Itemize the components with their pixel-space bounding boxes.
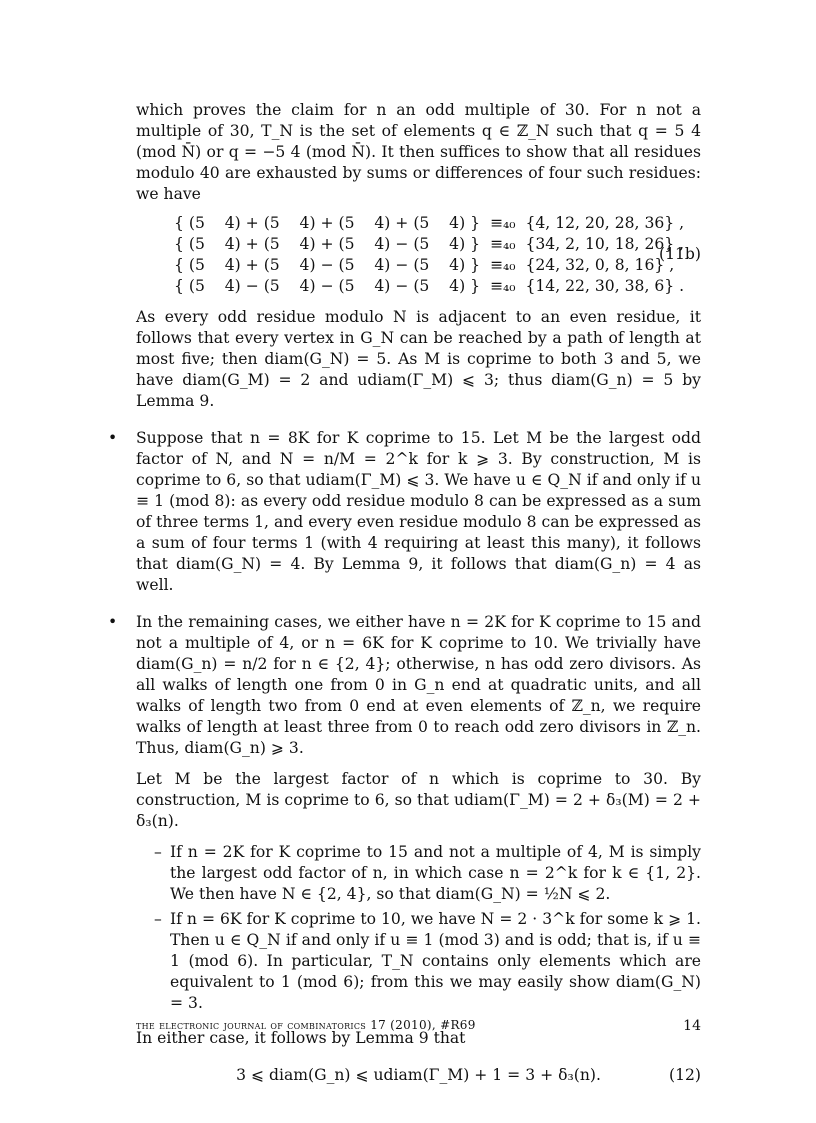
equation-12 [136, 1065, 701, 1086]
equation-body: 3 ⩽ diam(G_n) ⩽ udiam(Γ_M) + 1 = 3 + δ₃(n). [236, 1066, 601, 1084]
sub-item [136, 842, 701, 905]
bullet-text: In the remaining cases, we either have n = 2K for K coprime to 15 and not a multiple of 4, or n = 6K for K coprime to 10. We trivially have diam(G_n) = n/2 for n ∈ {2, 4}; otherwise, n has odd zero divisors. As all walks of length one from 0 in G_n end at quadratic units, and all walks of length two from 0 end at even elements of ℤ_n, we require walks of length at least three from 0 to reach odd zero divisors in ℤ_n. Thus, diam(G_n) ⩾ 3. [136, 613, 701, 757]
journal-citation: the electronic journal of combinatorics 17 (2010), #R69 [136, 1018, 476, 1032]
intro-paragraph: which proves the claim for n an odd multiple of 30. For n not a multiple of 30, T_N is the set of elements q ∈ ℤ_N such that q = 5 4 (mod N̄) or q = −5 4 (mod N̄). It then suffices to show that all residues modulo 40 are exhausted by sums or differences of four such residues: we have [136, 101, 701, 203]
dash-icon: – [154, 843, 162, 861]
page-footer [136, 1018, 701, 1032]
paragraph: As every odd residue modulo N is adjacent to an even residue, it follows that every vertex in G_N can be reached by a path of length at most five; then diam(G_N) = 5. As M is coprime to both 3 and 5, we have diam(G_M) = 2 and udiam(Γ_M) ⩽ 3; thus diam(G_n) = 5 by Lemma 9. [136, 308, 701, 410]
page-body [108, 100, 701, 1086]
equation-number: (11b) [659, 245, 701, 263]
paragraph: Let M be the largest factor of n which is coprime to 30. By construction, M is coprime to 6, so that udiam(Γ_M) = 2 + δ₃(M) = 2 + δ₃(n). [136, 770, 701, 830]
dash-icon: – [154, 910, 162, 928]
bullet-icon: • [108, 429, 118, 447]
equation-line: { (5 4) − (5 4) − (5 4) − (5 4) } ≡₄₀ {14, 22, 30, 38, 6} . [174, 277, 685, 295]
page-number: 14 [683, 1018, 701, 1034]
equation-line: { (5 4) + (5 4) + (5 4) + (5 4) } ≡₄₀ {4, 12, 20, 28, 36} , [174, 214, 685, 232]
sub-item [136, 909, 701, 1014]
equation-number: (12) [668, 1066, 701, 1084]
bullet-icon: • [108, 613, 118, 631]
equation-line: { (5 4) + (5 4) − (5 4) − (5 4) } ≡₄₀ {24, 32, 0, 8, 16} , [174, 256, 675, 274]
bullet-item [108, 612, 701, 1086]
equation-11b [136, 213, 701, 297]
paragraph: In either case, it follows by Lemma 9 that [136, 1029, 466, 1047]
bullet-item [108, 428, 701, 596]
sub-item-text: If n = 6K for K coprime to 10, we have N = 2 · 3^k for some k ⩾ 1. Then u ∈ Q_N if and only if u ≡ 1 (mod 3) and is odd; that is, if u ≡ 1 (mod 6). In particular, T_N contains only elements which are equivalent to 1 (mod 6); from this we may easily show diam(G_N) = 3. [170, 910, 701, 1012]
bullet-text: Suppose that n = 8K for K coprime to 15. Let M be the largest odd factor of N, and N = n/M = 2^k for k ⩾ 3. By construction, M is coprime to 6, so that udiam(Γ_M) ⩽ 3. We have u ∈ Q_N if and only if u ≡ 1 (mod 8): as every odd residue modulo 8 can be expressed as a sum of three terms 1, and every even residue modulo 8 can be expressed as a sum of four terms 1 (with 4 requiring at least this many), it follows that diam(G_N) = 4. By Lemma 9, it follows that diam(G_n) = 4 as well. [136, 429, 701, 594]
equation-line: { (5 4) + (5 4) + (5 4) − (5 4) } ≡₄₀ {34, 2, 10, 18, 26} , [174, 235, 685, 253]
sub-item-text: If n = 2K for K coprime to 15 and not a multiple of 4, M is simply the largest odd factor of n, in which case n = 2^k for k ∈ {1, 2}. We then have N ∈ {2, 4}, so that diam(G_N) = ½N ⩽ 2. [170, 843, 701, 903]
